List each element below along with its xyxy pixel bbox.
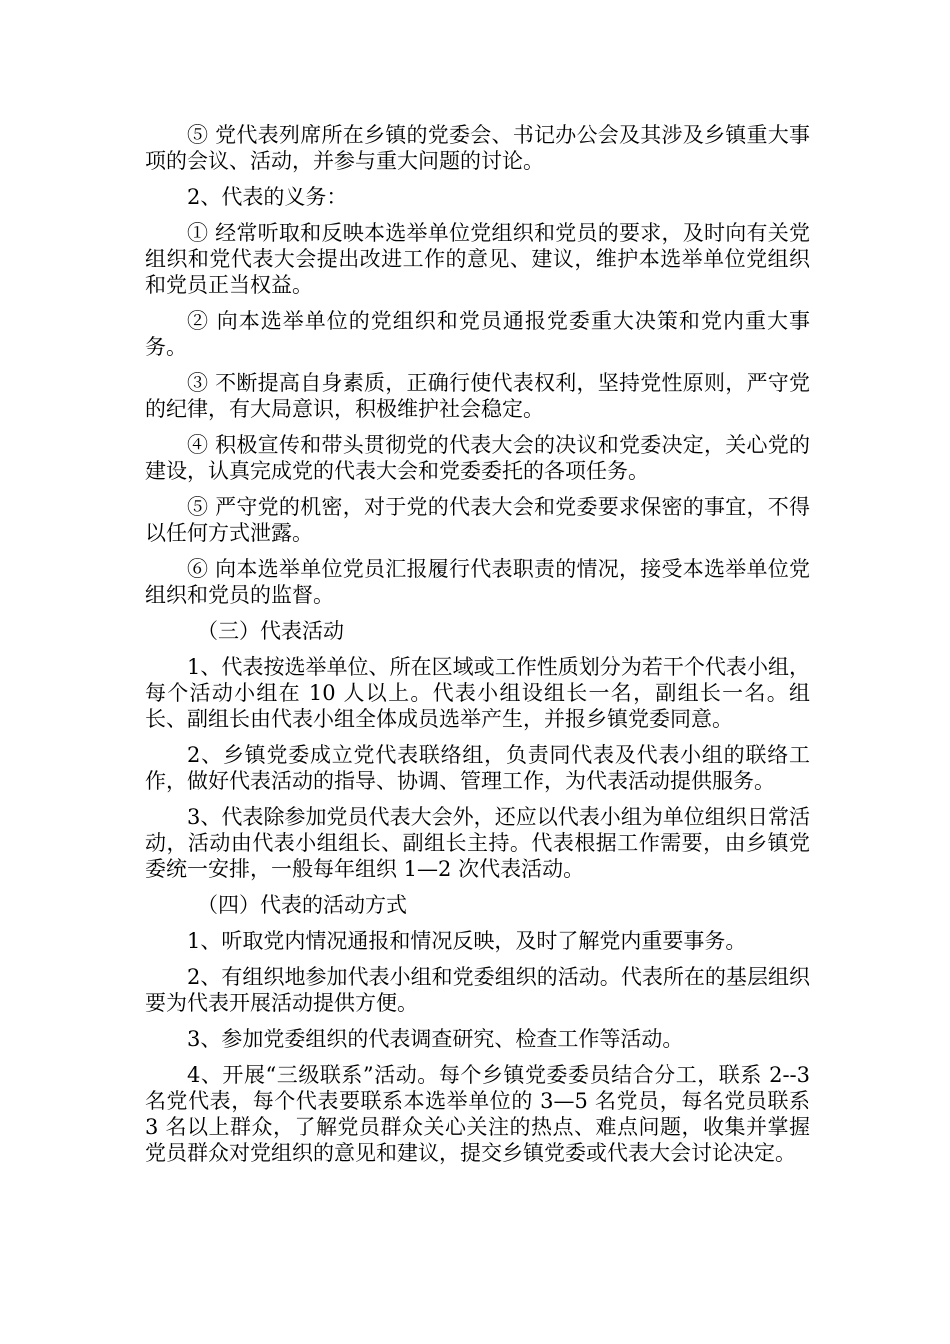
paragraph-method-1: 1、听取党内情况通报和情况反映，及时了解党内重要事务。 xyxy=(187,929,747,953)
section-heading-activities: （三）代表活动 xyxy=(197,619,344,643)
section-heading-activity-methods: （四）代表的活动方式 xyxy=(197,893,407,917)
paragraph-duty-5: ⑤ 严守党的机密，对于党的代表大会和党委要求保密的事宜，不得以任何方式泄露。 xyxy=(145,495,810,545)
paragraph-duty-3: ③ 不断提高自身素质，正确行使代表权利，坚持党性原则，严守党的纪律，有大局意识，积极维护社会稳定。 xyxy=(145,371,810,421)
paragraph-method-4: 4、开展“三级联系”活动。每个乡镇党委委员结合分工，联系 2--3 名党代表，每个代表要联系本选举单位的 3—5 名党员，每名党员联系 3 名以上群众，了解党员群众关心关注的热点、难点问题，收集并掌握党员群众对党组织的意见和建议，提交乡镇党委或代表大会讨论决定。 xyxy=(145,1063,810,1165)
paragraph-rights-5: ⑤ 党代表列席所在乡镇的党委会、书记办公会及其涉及乡镇重大事项的会议、活动，并参与重大问题的讨论。 xyxy=(145,123,810,173)
paragraph-activity-1: 1、代表按选举单位、所在区域或工作性质划分为若干个代表小组，每个活动小组在 10 人以上。代表小组设组长一名，副组长一名。组长、副组长由代表小组全体成员选举产生，并报乡镇党委同意。 xyxy=(145,655,810,731)
paragraph-method-2: 2、有组织地参加代表小组和党委组织的活动。代表所在的基层组织要为代表开展活动提供方便。 xyxy=(145,965,810,1015)
paragraph-duty-1: ① 经常听取和反映本选举单位党组织和党员的要求，及时向有关党组织和党代表大会提出改进工作的意见、建议，维护本选举单位党组织和党员正当权益。 xyxy=(145,221,810,297)
paragraph-duty-2: ② 向本选举单位的党组织和党员通报党委重大决策和党内重大事务。 xyxy=(145,309,810,359)
paragraph-activity-3: 3、代表除参加党员代表大会外，还应以代表小组为单位组织日常活动，活动由代表小组组长、副组长主持。代表根据工作需要，由乡镇党委统一安排，一般每年组织 1—2 次代表活动。 xyxy=(145,805,810,881)
document-body xyxy=(145,122,810,1176)
section-duties-title: 2、代表的义务： xyxy=(187,185,348,209)
paragraph-method-3: 3、参加党委组织的代表调查研究、检查工作等活动。 xyxy=(187,1027,684,1051)
paragraph-duty-4: ④ 积极宣传和带头贯彻党的代表大会的决议和党委决定，关心党的建设，认真完成党的代表大会和党委委托的各项任务。 xyxy=(145,433,810,483)
paragraph-duty-6: ⑥ 向本选举单位党员汇报履行代表职责的情况，接受本选举单位党组织和党员的监督。 xyxy=(145,557,810,607)
paragraph-activity-2: 2、乡镇党委成立党代表联络组，负责同代表及代表小组的联络工作，做好代表活动的指导、协调、管理工作，为代表活动提供服务。 xyxy=(145,743,810,793)
